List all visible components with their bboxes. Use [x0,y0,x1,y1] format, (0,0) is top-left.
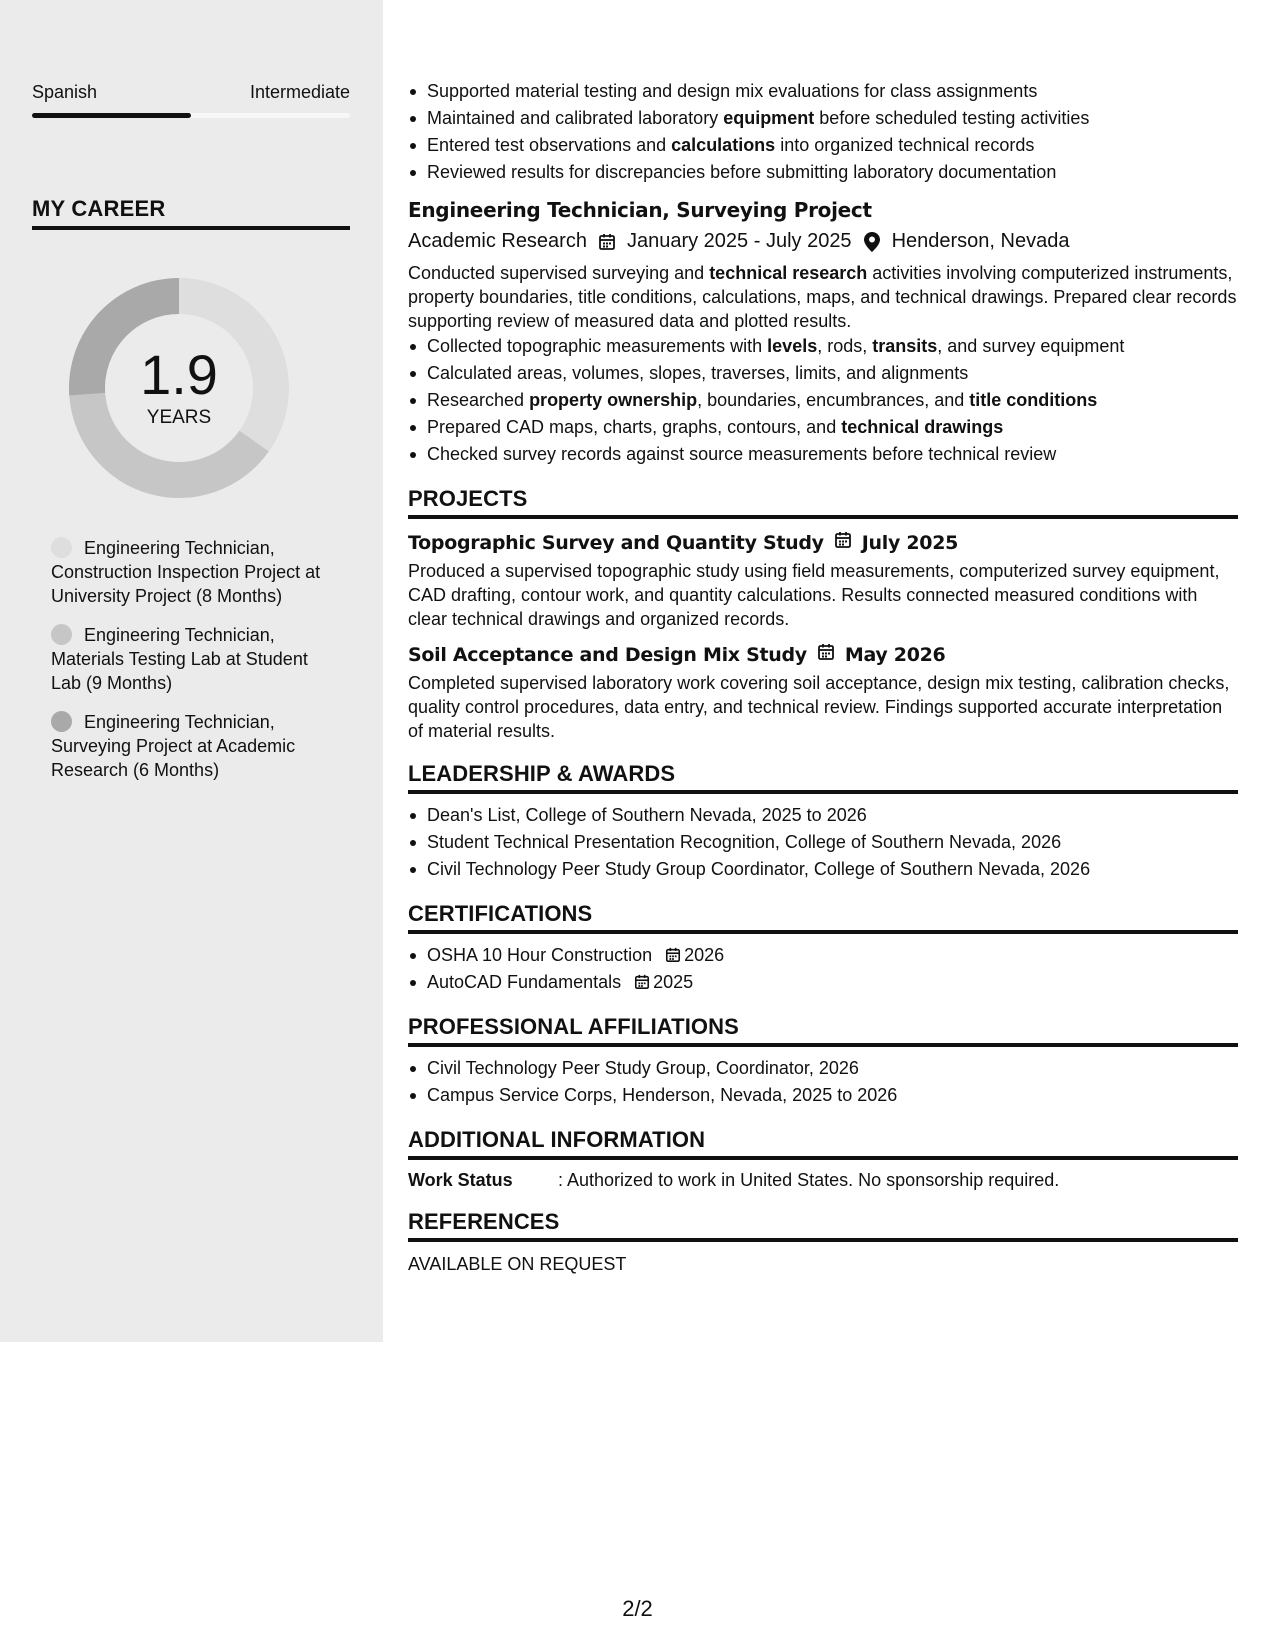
projects-heading: PROJECTS [408,486,1238,519]
language-name: Spanish [32,82,98,102]
page-number: 2/2 [622,1596,653,1621]
job-dates: January 2025 - July 2025 [626,230,852,252]
certifications-list [408,942,1238,996]
project-item [408,643,1238,743]
language-proficiency-fill [32,113,191,118]
award-item: Dean's List, College of Southern Nevada, 2025 to 2026 [408,802,1238,829]
calendar-icon [834,531,852,554]
job-description: Conducted supervised surveying and technical research activities involving computerized instruments, property boundaries, title conditions, calculations, maps, and technical drawings. Prepared clear records supporting review of measured data and plotted results. [408,263,1237,331]
legend-dot-icon [51,624,72,645]
bullet-item: Maintained and calibrated laboratory equipment before scheduled testing activities [408,105,1238,132]
job-location: Henderson, Nevada [891,230,1070,252]
certification-name: AutoCAD Fundamentals [427,972,622,992]
project-name: Topographic Survey and Quantity Study [408,531,824,554]
career-legend-label: Engineering Technician, Materials Testing Lab at Student Lab (9 Months) [51,625,308,693]
references-heading: REFERENCES [408,1209,1238,1242]
certification-name: OSHA 10 Hour Construction [427,945,653,965]
language-proficiency-bar [32,113,350,118]
affiliations-list [408,1055,1238,1109]
certification-date [634,969,693,996]
career-total-value: 1.9 [140,343,218,406]
job-meta [408,230,1238,253]
awards-heading: LEADERSHIP & AWARDS [408,761,1238,794]
certifications-heading: CERTIFICATIONS [408,901,1238,934]
award-item: Civil Technology Peer Study Group Coordinator, College of Southern Nevada, 2026 [408,856,1238,883]
career-heading: MY CAREER [32,196,350,230]
affiliation-item: Civil Technology Peer Study Group, Coordinator, 2026 [408,1055,1238,1082]
language-level: Intermediate [249,82,350,102]
certification-year: 2026 [684,945,725,965]
career-legend-item [51,536,331,608]
career-legend-label: Engineering Technician, Construction Inspection Project at University Project (8 Months) [51,538,321,606]
career-legend-item [51,623,331,695]
project-header [408,531,1238,554]
affiliation-item: Campus Service Corps, Henderson, Nevada, 2025 to 2026 [408,1082,1238,1109]
bullet-item: Reviewed results for discrepancies before submitting laboratory documentation [408,159,1238,186]
calendar-icon [665,942,681,969]
certification-date [665,942,724,969]
job-title: Engineering Technician, Surveying Project [408,198,872,222]
project-item [408,531,1238,631]
project-description: Produced a supervised topographic study using field measurements, computerized survey equipment, CAD drafting, contour work, and quantity calculations. Results connected measured conditions with clear technical drawings and organized records. [408,561,1220,629]
career-legend [51,536,331,797]
bullet-item: Researched property ownership, boundaries, encumbrances, and title conditions [408,387,1238,414]
certification-item [408,942,1238,969]
legend-dot-icon [51,537,72,558]
sidebar [0,0,383,1342]
project-description: Completed supervised laboratory work covering soil acceptance, design mix testing, calibration checks, quality control procedures, data entry, and technical review. Findings supported accurate interpretation of material results. [408,673,1230,741]
career-total-unit: YEARS [146,407,212,428]
project-header [408,643,1238,666]
work-status-row [408,1170,1238,1191]
career-donut-chart [66,275,292,501]
career-legend-item [51,710,331,782]
previous-job-bullets [408,78,1238,186]
calendar-icon [634,969,650,996]
work-status-label: Work Status [408,1170,513,1190]
calendar-icon [817,643,835,666]
career-legend-label: Engineering Technician, Surveying Project at Academic Research (6 Months) [51,712,296,780]
project-name: Soil Acceptance and Design Mix Study [408,643,807,666]
calendar-icon [597,232,617,252]
main-content [408,78,1238,1275]
project-date: July 2025 [861,531,959,554]
job-organization: Academic Research [408,230,587,252]
work-status-value: : Authorized to work in United States. No sponsorship required. [558,1170,1060,1190]
bullet-item: Calculated areas, volumes, slopes, traverses, limits, and alignments [408,360,1238,387]
project-date: May 2026 [844,643,946,666]
affiliations-heading: PROFESSIONAL AFFILIATIONS [408,1014,1238,1047]
career-total [66,345,292,429]
language-row [32,82,350,103]
references-text: AVAILABLE ON REQUEST [408,1254,627,1274]
award-item: Student Technical Presentation Recognition, College of Southern Nevada, 2026 [408,829,1238,856]
certification-item [408,969,1238,996]
additional-info-heading: ADDITIONAL INFORMATION [408,1127,1238,1160]
bullet-item: Checked survey records against source measurements before technical review [408,441,1238,468]
bullet-item: Entered test observations and calculations into organized technical records [408,132,1238,159]
bullet-item: Supported material testing and design mix evaluations for class assignments [408,78,1238,105]
map-pin-icon [862,232,882,252]
bullet-item: Prepared CAD maps, charts, graphs, contours, and technical drawings [408,414,1238,441]
legend-dot-icon [51,711,72,732]
awards-list [408,802,1238,883]
job-bullets [408,333,1238,468]
certification-year: 2025 [653,972,694,992]
bullet-item: Collected topographic measurements with levels, rods, transits, and survey equipment [408,333,1238,360]
